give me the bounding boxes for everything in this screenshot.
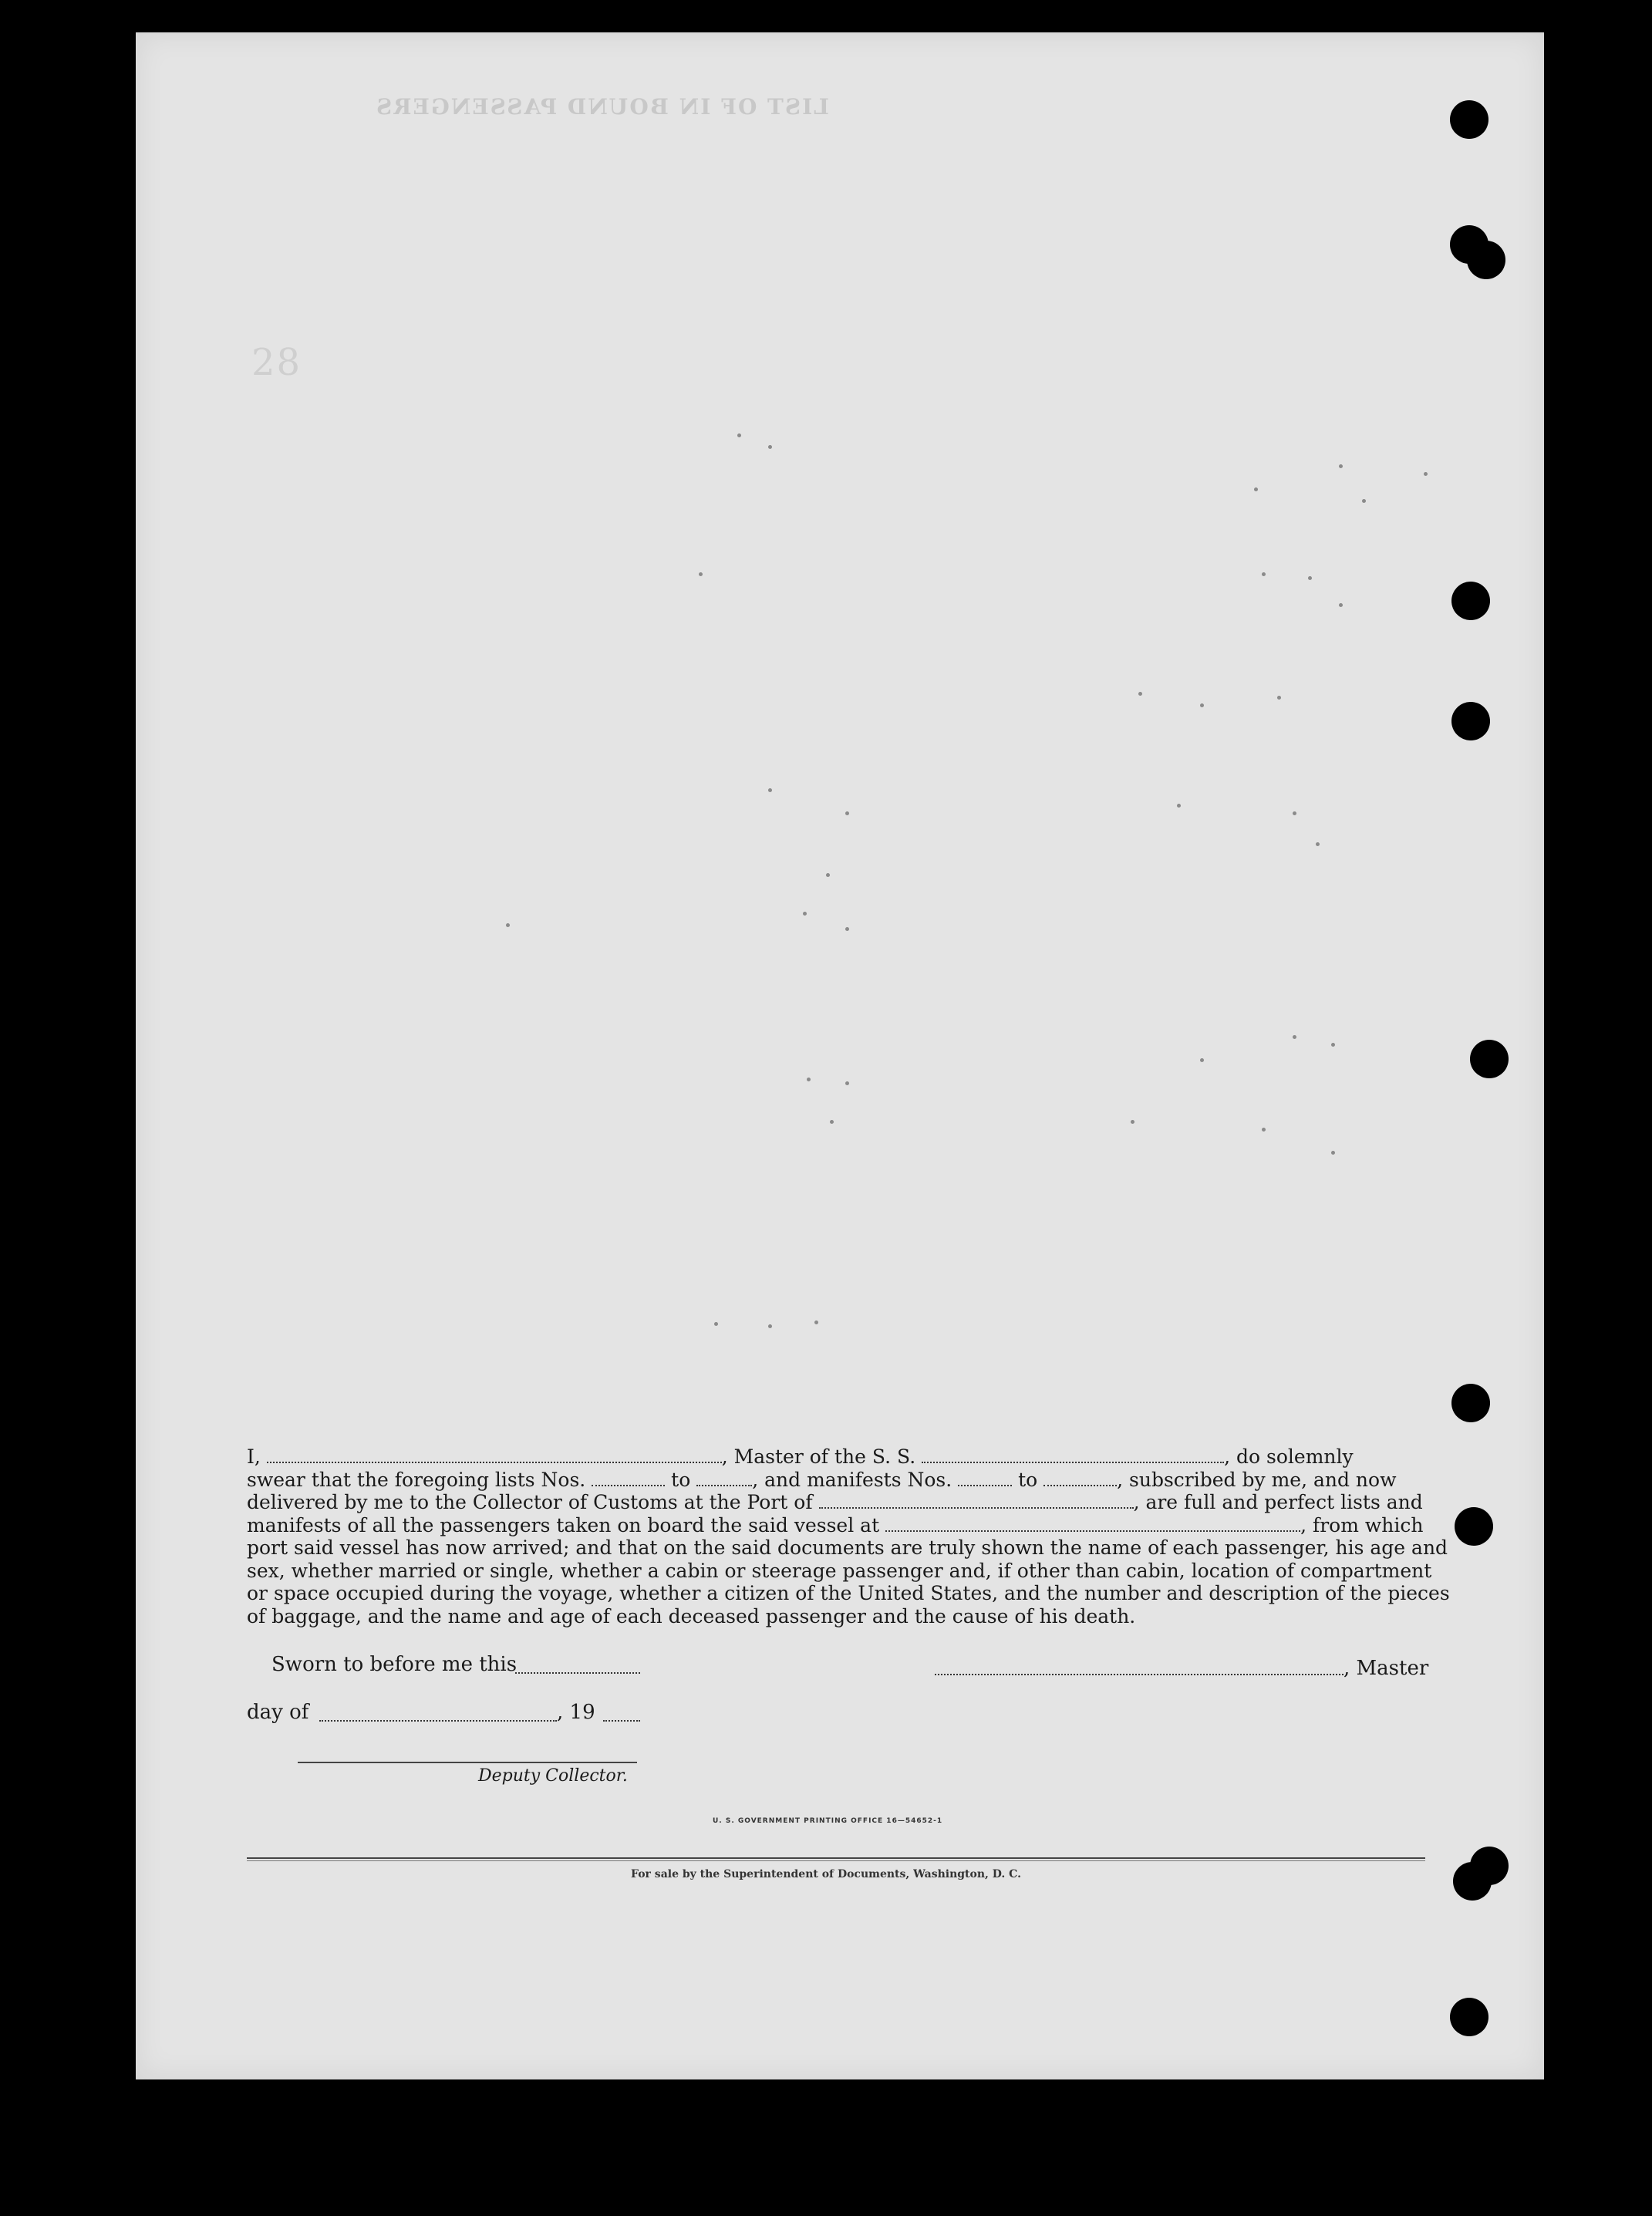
- punch-hole: [1451, 702, 1490, 740]
- speck: [845, 811, 849, 815]
- master-name-field[interactable]: [267, 1462, 722, 1463]
- speck: [1262, 1128, 1266, 1132]
- master-label: , Master: [1344, 1657, 1429, 1680]
- footer-rule: [247, 1857, 1425, 1859]
- speck: [1308, 576, 1312, 580]
- month-field[interactable]: [319, 1720, 557, 1722]
- master-signature-field[interactable]: [935, 1674, 1344, 1675]
- speck: [768, 1324, 772, 1328]
- speck: [699, 572, 703, 576]
- speck: [803, 912, 807, 916]
- port-field[interactable]: [819, 1507, 1134, 1509]
- speck: [768, 788, 772, 792]
- speck: [1362, 499, 1366, 503]
- oath-line-6: sex, whether married or single, whether a cabin or steerage passenger and, if other than cabin, location of compartment: [247, 1559, 1432, 1582]
- speck: [845, 927, 849, 931]
- speck: [1316, 842, 1320, 846]
- speck: [1200, 703, 1204, 707]
- oath-line-4: manifests of all the passengers taken on board the said vessel at , from which: [247, 1513, 1424, 1536]
- bleed-through-number: 28: [251, 341, 302, 384]
- punch-hole: [1455, 1507, 1493, 1546]
- oath-line-2: swear that the foregoing lists Nos. to , and manifests Nos. to , subscribed by me, and now: [247, 1468, 1397, 1491]
- speck: [1262, 572, 1266, 576]
- manifests-to-field[interactable]: [1043, 1485, 1117, 1486]
- punch-hole: [1467, 241, 1505, 279]
- oath-line-3: delivered by me to the Collector of Customs at the Port of , are full and perfect lists and: [247, 1491, 1423, 1513]
- oath-line-5: port said vessel has now arrived; and that on the said documents are truly shown the name of each passenger, his age and: [247, 1536, 1448, 1559]
- ship-name-field[interactable]: [922, 1462, 1224, 1463]
- speck: [1131, 1120, 1134, 1124]
- speck: [1277, 696, 1281, 700]
- oath-line-8: of baggage, and the name and age of each deceased passenger and the cause of his death.: [247, 1604, 1136, 1627]
- bleed-through-header: LIST OF IN BOUND PASSENGERS: [375, 94, 829, 120]
- speck: [737, 433, 741, 437]
- speck: [807, 1078, 811, 1081]
- punch-hole: [1450, 100, 1488, 139]
- speck: [1138, 692, 1142, 696]
- speck: [768, 445, 772, 449]
- speck: [1424, 472, 1428, 476]
- speck: [714, 1322, 718, 1326]
- year-field[interactable]: [603, 1720, 640, 1722]
- embarkation-port-field[interactable]: [885, 1530, 1300, 1532]
- speck: [1293, 811, 1296, 815]
- printer-imprint: U. S. GOVERNMENT PRINTING OFFICE 16—54652-1: [713, 1817, 943, 1825]
- year-label: , 19: [557, 1701, 595, 1724]
- punch-hole: [1451, 1384, 1490, 1422]
- punch-hole: [1470, 1040, 1509, 1078]
- speck: [1177, 804, 1181, 808]
- oath-paragraph: [247, 1445, 1450, 1627]
- sale-notice: For sale by the Superintendent of Documents, Washington, D. C.: [631, 1868, 1021, 1880]
- speck: [506, 923, 510, 927]
- footer-rule-2: [247, 1860, 1425, 1861]
- manifests-from-field[interactable]: [958, 1485, 1012, 1486]
- lists-to-field[interactable]: [696, 1485, 752, 1486]
- speck: [1339, 464, 1343, 468]
- speck: [830, 1120, 834, 1124]
- document-page: [136, 32, 1544, 2079]
- speck: [1331, 1043, 1335, 1047]
- speck: [845, 1081, 849, 1085]
- deputy-collector-label: Deputy Collector.: [478, 1766, 628, 1786]
- lists-from-field[interactable]: [592, 1485, 665, 1486]
- day-of-label: day of: [247, 1701, 309, 1724]
- punch-hole: [1450, 1998, 1488, 2036]
- speck: [1293, 1035, 1296, 1039]
- punch-hole: [1451, 582, 1490, 620]
- oath-line-7: or space occupied during the voyage, whether a citizen of the United States, and the number and description of the pieces: [247, 1582, 1450, 1604]
- oath-line-1: I, , Master of the S. S. , do solemnly: [247, 1445, 1354, 1468]
- speck: [826, 873, 830, 877]
- speck: [1339, 603, 1343, 607]
- speck: [1254, 487, 1258, 491]
- speck: [814, 1320, 818, 1324]
- speck: [1200, 1058, 1204, 1062]
- sworn-label: Sworn to before me this: [271, 1653, 518, 1676]
- sworn-day-field[interactable]: [515, 1672, 640, 1674]
- deputy-collector-signature-field[interactable]: [298, 1762, 637, 1763]
- speck: [1331, 1151, 1335, 1155]
